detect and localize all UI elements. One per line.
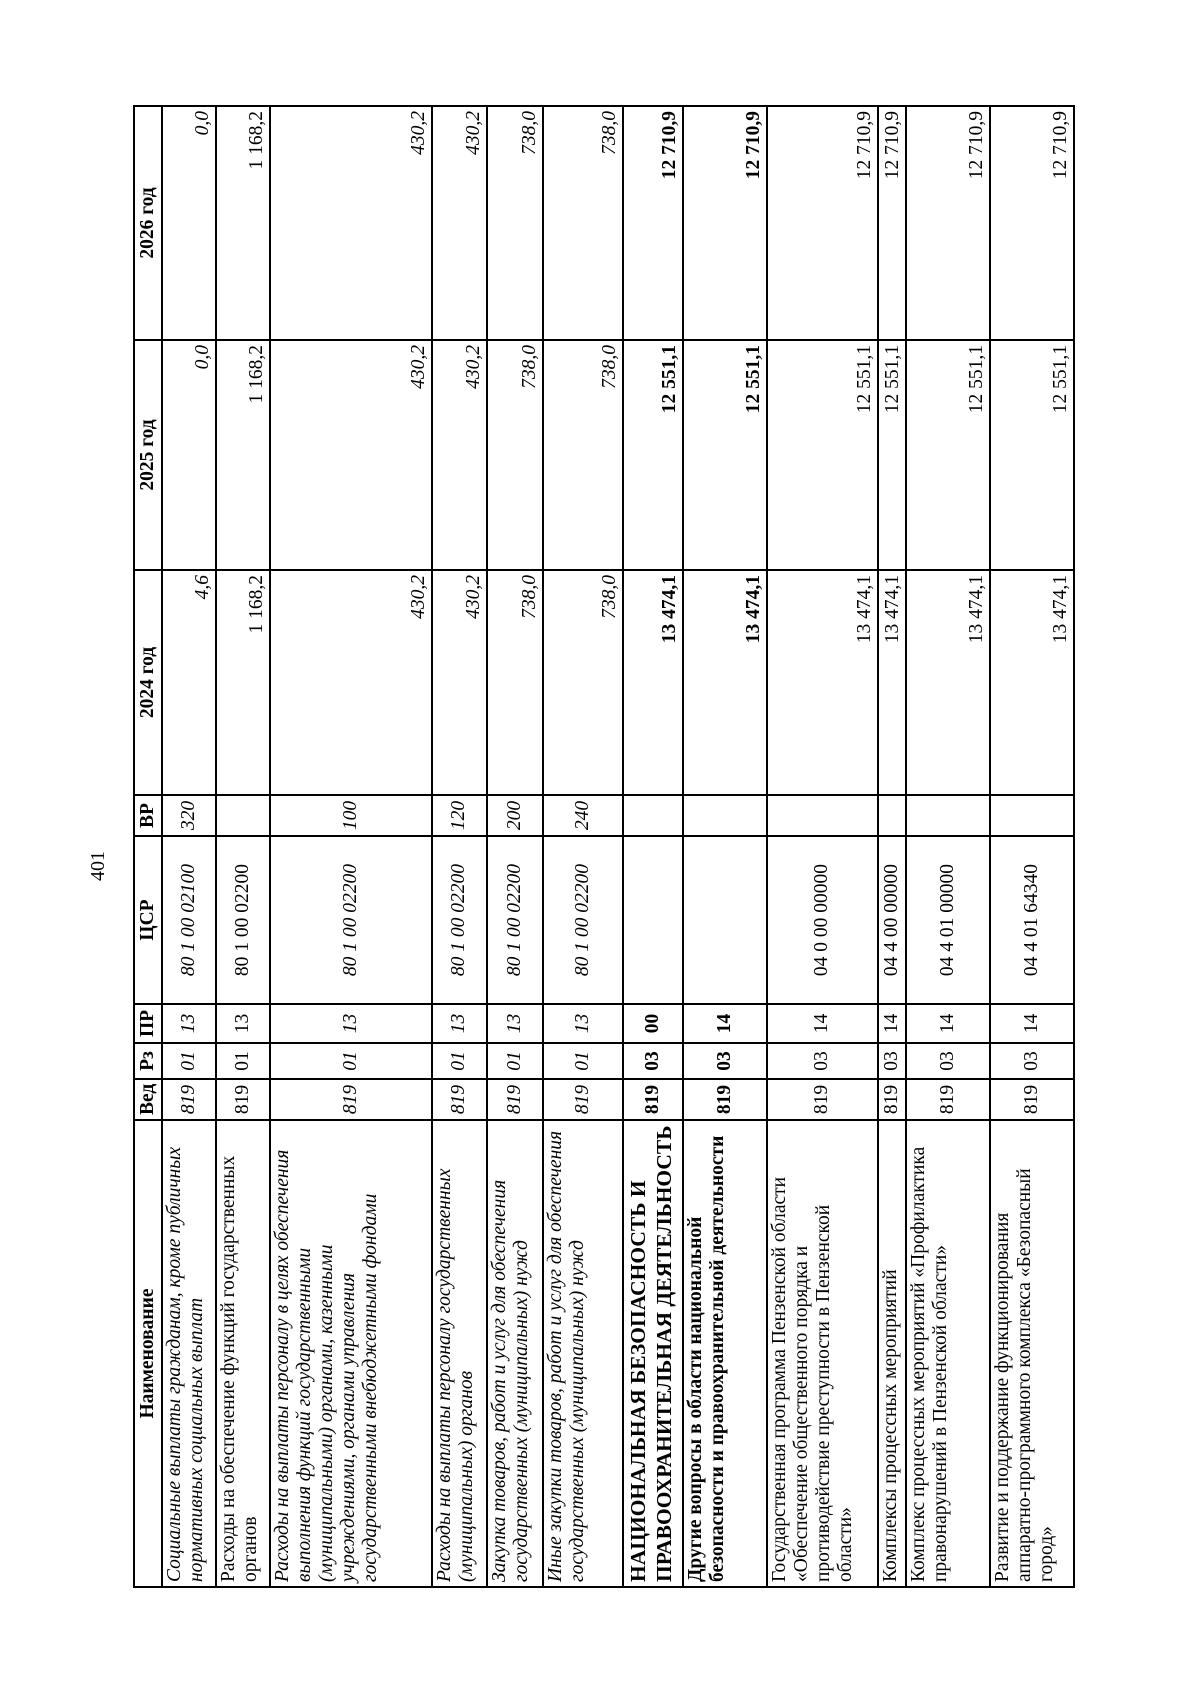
cell-name: Расходы на выплаты персоналу государственных (муниципальных) органов	[432, 1120, 486, 1587]
cell-rz: 01	[162, 1043, 216, 1079]
cell-name: Расходы на выплаты персоналу в целях обеспечения выполнения функций государственными (муниципальными) органами, казенными учреждениями, органами управления государственными внебюджетными фондами	[270, 1120, 432, 1587]
cell-ved: 819	[623, 1079, 684, 1120]
cell-rz: 03	[683, 1043, 766, 1079]
cell-y2024: 430,2	[270, 570, 432, 795]
table-row	[487, 106, 543, 1587]
cell-y2025: 430,2	[270, 340, 432, 570]
cell-y2025: 1 168,2	[216, 340, 270, 570]
cell-y2024: 13 474,1	[767, 570, 878, 795]
cell-ved: 819	[432, 1079, 486, 1120]
cell-csr: 04 0 00 00000	[767, 836, 878, 1004]
cell-name: Иные закупки товаров, работ и услуг для обеспечения государственных (муниципальных) нужд	[543, 1120, 623, 1587]
table-row	[906, 106, 989, 1587]
cell-vr: 120	[432, 795, 486, 836]
table-row	[543, 106, 623, 1587]
cell-rz: 03	[767, 1043, 878, 1079]
cell-name: Расходы на обеспечение функций государственных органов	[216, 1120, 270, 1587]
cell-rz: 01	[487, 1043, 543, 1079]
cell-vr: 200	[487, 795, 543, 836]
cell-name: Социальные выплаты гражданам, кроме публичных нормативных социальных выплат	[162, 1120, 216, 1587]
header-rz: Рз	[134, 1043, 162, 1079]
cell-pr: 14	[990, 1004, 1074, 1043]
cell-pr: 13	[216, 1004, 270, 1043]
cell-y2026: 12 710,9	[990, 106, 1074, 340]
cell-csr: 80 1 00 02200	[216, 836, 270, 1004]
cell-vr: 240	[543, 795, 623, 836]
cell-csr: 04 4 01 00000	[906, 836, 989, 1004]
cell-vr: 100	[270, 795, 432, 836]
cell-pr: 00	[623, 1004, 684, 1043]
cell-y2024: 13 474,1	[623, 570, 684, 795]
cell-y2025: 430,2	[432, 340, 486, 570]
table-row	[162, 106, 216, 1587]
cell-y2026: 0,0	[162, 106, 216, 340]
cell-name: Закупка товаров, работ и услуг для обеспечения государственных (муниципальных) нужд	[487, 1120, 543, 1587]
cell-csr	[623, 836, 684, 1004]
header-2024: 2024 год	[134, 570, 162, 795]
cell-ved: 819	[216, 1079, 270, 1120]
cell-y2024: 13 474,1	[683, 570, 766, 795]
cell-name: Развитие и поддержание функционирования аппаратно-программного комплекса «Безопасный город»	[990, 1120, 1074, 1587]
header-csr: ЦСР	[134, 836, 162, 1004]
cell-y2026: 12 710,9	[906, 106, 989, 340]
cell-csr: 80 1 00 02200	[432, 836, 486, 1004]
cell-pr: 13	[487, 1004, 543, 1043]
cell-vr	[878, 795, 906, 836]
cell-ved: 819	[543, 1079, 623, 1120]
cell-csr	[683, 836, 766, 1004]
cell-csr: 80 1 00 02200	[487, 836, 543, 1004]
cell-pr: 14	[906, 1004, 989, 1043]
table-row	[432, 106, 486, 1587]
cell-y2024: 13 474,1	[878, 570, 906, 795]
header-2025: 2025 год	[134, 340, 162, 570]
cell-rz: 01	[432, 1043, 486, 1079]
cell-y2024: 738,0	[543, 570, 623, 795]
cell-rz: 03	[878, 1043, 906, 1079]
table-row	[683, 106, 766, 1587]
cell-rz: 01	[270, 1043, 432, 1079]
cell-csr: 04 4 01 64340	[990, 836, 1074, 1004]
cell-rz: 03	[623, 1043, 684, 1079]
cell-y2026: 12 710,9	[683, 106, 766, 340]
cell-vr	[216, 795, 270, 836]
cell-rz: 03	[990, 1043, 1074, 1079]
cell-name: Государственная программа Пензенской области «Обеспечение общественного порядка и противодействие преступности в Пензенской области»	[767, 1120, 878, 1587]
cell-name: Комплекс процессных мероприятий «Профилактика правонарушений в Пензенской области»	[906, 1120, 989, 1587]
header-name: Наименование	[134, 1120, 162, 1587]
cell-y2024: 13 474,1	[990, 570, 1074, 795]
cell-y2024: 4,6	[162, 570, 216, 795]
cell-y2025: 12 551,1	[990, 340, 1074, 570]
cell-pr: 13	[432, 1004, 486, 1043]
cell-ved: 819	[683, 1079, 766, 1120]
cell-y2026: 12 710,9	[623, 106, 684, 340]
header-pr: ПР	[134, 1004, 162, 1043]
table-row	[623, 106, 684, 1587]
cell-y2024: 13 474,1	[906, 570, 989, 795]
header-2026: 2026 год	[134, 106, 162, 340]
cell-vr	[990, 795, 1074, 836]
cell-pr: 14	[683, 1004, 766, 1043]
header-ved: Вед	[134, 1079, 162, 1120]
cell-ved: 819	[906, 1079, 989, 1120]
cell-y2026: 12 710,9	[878, 106, 906, 340]
cell-ved: 819	[162, 1079, 216, 1120]
cell-y2025: 738,0	[487, 340, 543, 570]
cell-vr: 320	[162, 795, 216, 836]
cell-y2026: 738,0	[487, 106, 543, 340]
cell-vr	[623, 795, 684, 836]
cell-y2025: 12 551,1	[767, 340, 878, 570]
cell-vr	[767, 795, 878, 836]
cell-csr: 80 1 00 02200	[543, 836, 623, 1004]
cell-name: Комплексы процессных мероприятий	[878, 1120, 906, 1587]
cell-y2024: 738,0	[487, 570, 543, 795]
budget-table	[133, 105, 1075, 1588]
cell-ved: 819	[767, 1079, 878, 1120]
table-row	[767, 106, 878, 1587]
cell-y2026: 12 710,9	[767, 106, 878, 340]
cell-ved: 819	[990, 1079, 1074, 1120]
cell-y2025: 12 551,1	[623, 340, 684, 570]
cell-ved: 819	[270, 1079, 432, 1120]
cell-pr: 13	[543, 1004, 623, 1043]
cell-y2025: 0,0	[162, 340, 216, 570]
cell-y2026: 1 168,2	[216, 106, 270, 340]
cell-csr: 80 1 00 02100	[162, 836, 216, 1004]
table-row	[878, 106, 906, 1587]
cell-name: НАЦИОНАЛЬНАЯ БЕЗОПАСНОСТЬ И ПРАВООХРАНИТЕЛЬНАЯ ДЕЯТЕЛЬНОСТЬ	[623, 1120, 684, 1587]
cell-csr: 80 1 00 02200	[270, 836, 432, 1004]
table-container	[133, 107, 1075, 1588]
cell-pr: 14	[878, 1004, 906, 1043]
page-number: 401	[87, 851, 109, 881]
header-vr: ВР	[134, 795, 162, 836]
cell-ved: 819	[878, 1079, 906, 1120]
table-row	[990, 106, 1074, 1587]
cell-y2025: 738,0	[543, 340, 623, 570]
table-header-row	[134, 106, 162, 1587]
cell-rz: 01	[543, 1043, 623, 1079]
cell-rz: 03	[906, 1043, 989, 1079]
cell-name: Другие вопросы в области национальной безопасности и правоохранительной деятельности	[683, 1120, 766, 1587]
cell-y2025: 12 551,1	[906, 340, 989, 570]
cell-y2026: 430,2	[270, 106, 432, 340]
cell-csr: 04 4 00 00000	[878, 836, 906, 1004]
table-body	[162, 106, 1074, 1587]
cell-y2026: 738,0	[543, 106, 623, 340]
cell-ved: 819	[487, 1079, 543, 1120]
cell-y2024: 430,2	[432, 570, 486, 795]
cell-y2025: 12 551,1	[683, 340, 766, 570]
cell-y2024: 1 168,2	[216, 570, 270, 795]
cell-pr: 13	[270, 1004, 432, 1043]
cell-rz: 01	[216, 1043, 270, 1079]
table-row	[216, 106, 270, 1587]
cell-pr: 14	[767, 1004, 878, 1043]
cell-y2026: 430,2	[432, 106, 486, 340]
table-row	[270, 106, 432, 1587]
cell-vr	[683, 795, 766, 836]
cell-y2025: 12 551,1	[878, 340, 906, 570]
cell-vr	[906, 795, 989, 836]
cell-pr: 13	[162, 1004, 216, 1043]
